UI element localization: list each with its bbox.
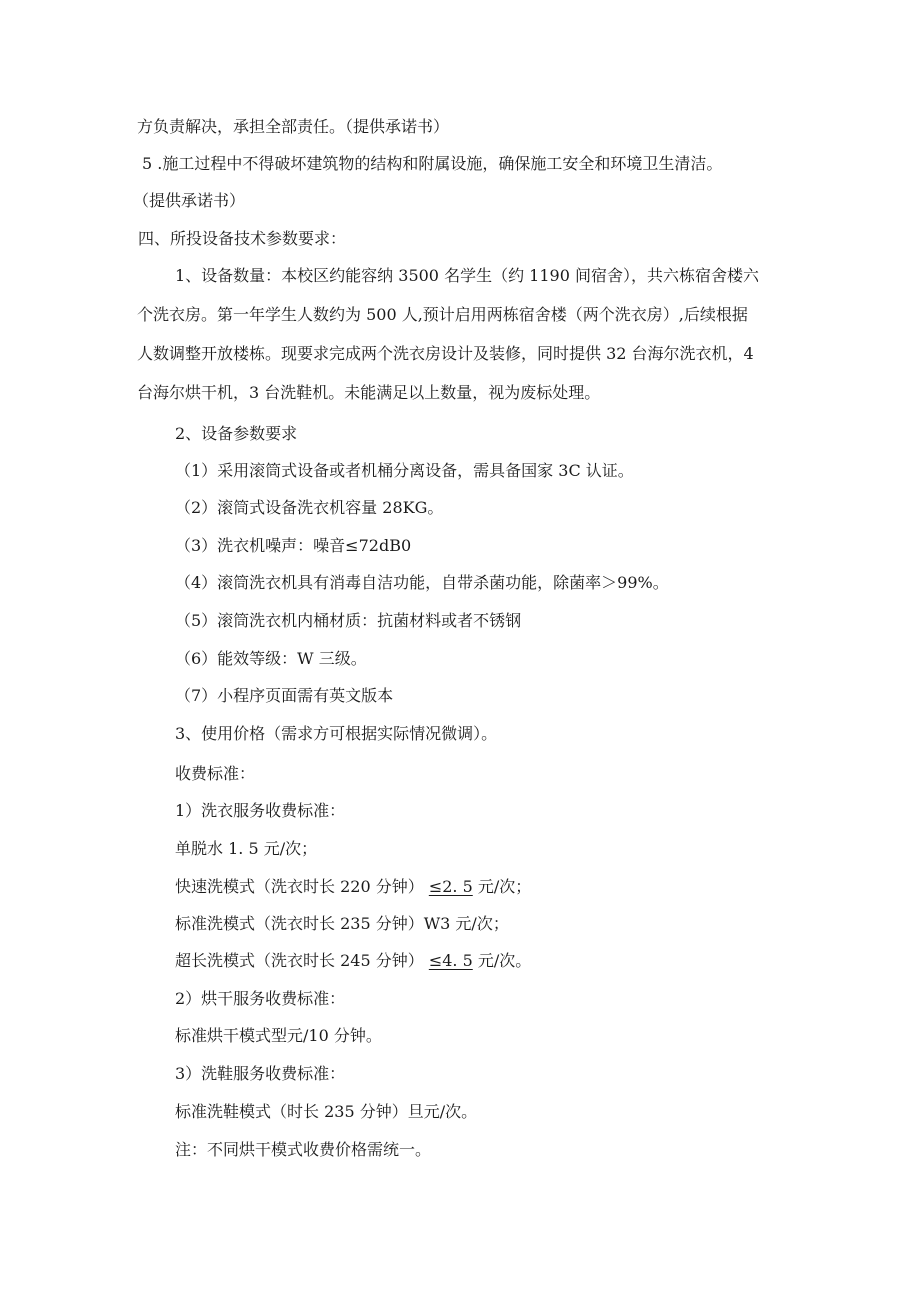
fee-standard-shoe: 标准洗鞋模式（时长 235 分钟）旦元/次。 [175, 1102, 478, 1121]
text-line-commitment: （提供承诺书） [133, 191, 246, 210]
param-item-1: （1）采用滚筒式设备或者机桶分离设备，需具备国家 3C 认证。 [175, 461, 634, 480]
paragraph-quantity-line-4: 台海尔烘干机，3 台洗鞋机。未能满足以上数量，视为废标处理。 [137, 383, 601, 402]
paragraph-quantity-line-2: 个洗衣房。第一年学生人数约为 500 人,预计启用两栋宿舍楼（两个洗衣房）,后续根据 [137, 305, 748, 324]
param-item-3: （3）洗衣机噪声：噪音≤72dB0 [175, 536, 412, 555]
fee-shoe-heading: 3）洗鞋服务收费标准： [175, 1064, 346, 1083]
param-item-6: （6）能效等级：W 三级。 [175, 649, 367, 668]
fee-long-wash-label: 超长洗模式（洗衣时长 245 分钟） [175, 951, 424, 970]
fee-quick-wash-unit: 元/次； [477, 877, 532, 896]
text-line-item-5: 5 .施工过程中不得破坏建筑物的结构和附属设施，确保施工安全和环境卫生清洁。 [142, 154, 723, 173]
note-unified-price: 注：不同烘干模式收费价格需统一。 [175, 1140, 432, 1159]
fee-long-wash-unit: 元/次。 [477, 951, 532, 970]
fee-standard-dry: 标准烘干模式型元/10 分钟。 [175, 1026, 382, 1045]
param-item-4: （4）滚筒洗衣机具有消毒自洁功能，自带杀菌功能，除菌率＞99%。 [175, 573, 669, 592]
fee-standard-wash: 标准洗模式（洗衣时长 235 分钟）W3 元/次； [175, 914, 509, 933]
fee-long-wash [175, 950, 531, 972]
fee-long-wash-price: ≤4. 5 [428, 951, 473, 970]
section-heading-4: 四、所投设备技术参数要求： [138, 229, 347, 248]
fee-dry-heading: 2）烘干服务收费标准： [175, 989, 346, 1008]
fee-laundry-heading: 1）洗衣服务收费标准： [175, 801, 346, 820]
fee-quick-wash-label: 快速洗模式（洗衣时长 220 分钟） [175, 877, 424, 896]
param-item-2: （2）滚筒式设备洗衣机容量 28KG。 [175, 498, 444, 517]
param-item-7: （7）小程序页面需有英文版本 [175, 686, 394, 705]
fee-spin-only: 单脱水 1. 5 元/次； [175, 839, 318, 858]
fee-standard-label: 收费标准： [175, 764, 256, 783]
paragraph-quantity-line-3: 人数调整开放楼栋。现要求完成两个洗衣房设计及装修，同时提供 32 台海尔洗衣机，4 [137, 344, 754, 363]
param-item-5: （5）滚筒洗衣机内桶材质：抗菌材料或者不锈钢 [175, 611, 522, 630]
subheading-equipment-params: 2、设备参数要求 [175, 424, 298, 443]
subheading-price: 3、使用价格（需求方可根据实际情况微调）。 [175, 724, 498, 743]
text-line-continuation: 方负责解决，承担全部责任。（提供承诺书） [137, 117, 450, 136]
fee-quick-wash [175, 876, 531, 898]
paragraph-quantity-line-1: 1、设备数量：本校区约能容纳 3500 名学生（约 1190 间宿舍），共六栋宿舍楼六 [175, 266, 759, 285]
fee-quick-wash-price: ≤2. 5 [428, 877, 473, 896]
